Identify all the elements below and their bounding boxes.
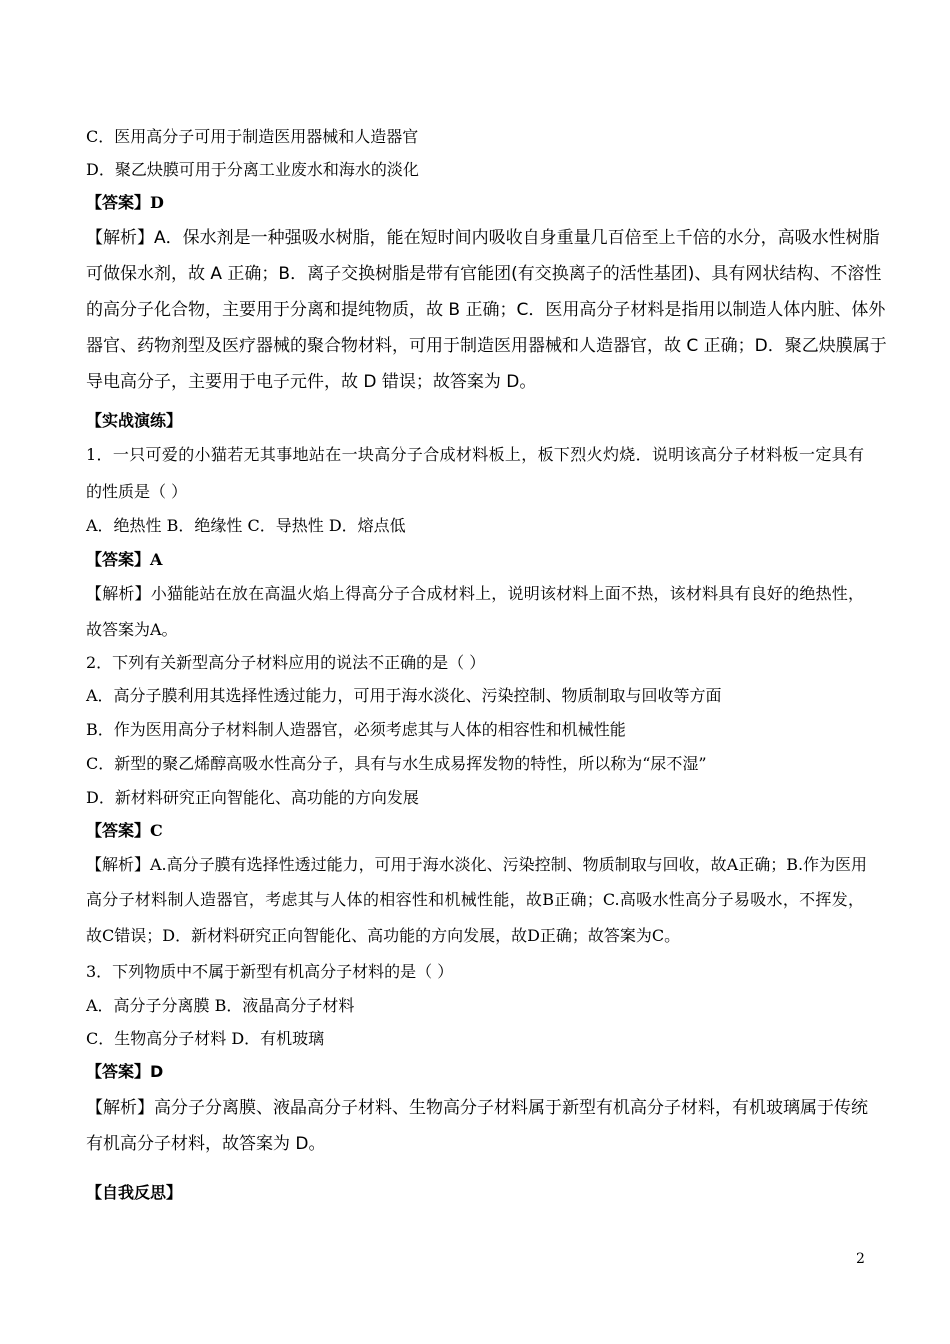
question-option: A．高分子膜利用其选择性透过能力，可用于海水淡化、污染控制、物质制取与回收等方面 xyxy=(86,686,722,705)
analysis-text: 的高分子化合物，主要用于分离和提纯物质，故 B 正确；C．医用高分子材料是指用以制造人体内脏、体外 xyxy=(86,300,886,320)
answer-label: 【答案】D xyxy=(86,193,164,212)
question-option: C．新型的聚乙烯醇高吸水性高分子，具有与水生成易挥发物的特性，所以称为“尿不湿” xyxy=(86,754,707,773)
analysis-text: 导电高分子，主要用于电子元件，故 D 错误；故答案为 D。 xyxy=(86,372,537,392)
analysis-text: 【解析】A．保水剂是一种强吸水树脂，能在短时间内吸收自身重量几百倍至上千倍的水分，高吸水性树脂 xyxy=(86,228,880,248)
option-c: C．医用高分子可用于制造医用器械和人造器官 xyxy=(86,127,419,146)
question-option: D．新材料研究正向智能化、高功能的方向发展 xyxy=(86,788,419,807)
question-text: 3．下列物质中不属于新型有机高分子材料的是（ ） xyxy=(86,962,454,981)
analysis-text: 高分子材料制人造器官，考虑其与人体的相容性和机械性能，故B正确；C.高吸水性高分子易吸水，不挥发， xyxy=(86,890,864,909)
page-number: 2 xyxy=(856,1251,865,1267)
analysis-text: 【解析】A.高分子膜有选择性透过能力，可用于海水淡化、污染控制、物质制取与回收，故A正确；B.作为医用 xyxy=(86,855,868,874)
analysis-text: 【解析】小猫能站在放在高温火焰上得高分子合成材料上，说明该材料上面不热，该材料具有良好的绝热性， xyxy=(86,584,864,603)
option-d: D．聚乙炔膜可用于分离工业废水和海水的淡化 xyxy=(86,160,419,179)
analysis-text: 器官、药物剂型及医疗器械的聚合物材料，可用于制造医用器械和人造器官，故 C 正确；D．聚乙炔膜属于 xyxy=(86,336,887,356)
question-option: C．生物高分子材料 D．有机玻璃 xyxy=(86,1029,325,1048)
question-text: 1．一只可爱的小猫若无其事地站在一块高分子合成材料板上，板下烈火灼烧．说明该高分子材料板一定具有 xyxy=(86,445,864,464)
question-option: A．高分子分离膜 B．液晶高分子材料 xyxy=(86,996,355,1015)
analysis-text: 有机高分子材料，故答案为 D。 xyxy=(86,1134,326,1154)
question-text: 2．下列有关新型高分子材料应用的说法不正确的是（ ） xyxy=(86,653,486,672)
section-heading: 【实战演练】 xyxy=(86,411,183,430)
section-heading: 【自我反思】 xyxy=(86,1183,183,1202)
answer-label: 【答案】A xyxy=(86,550,163,569)
analysis-text: 故答案为A。 xyxy=(86,620,178,639)
question-text: 的性质是（ ） xyxy=(86,482,188,501)
answer-label: 【答案】D xyxy=(86,1062,164,1081)
question-option: B．作为医用高分子材料制人造器官，必须考虑其与人体的相容性和机械性能 xyxy=(86,720,626,739)
answer-label: 【答案】C xyxy=(86,821,163,840)
analysis-text: 故C错误；D．新材料研究正向智能化、高功能的方向发展，故D正确；故答案为C。 xyxy=(86,926,681,945)
analysis-text: 可做保水剂，故 A 正确；B．离子交换树脂是带有官能团(有交换离子的活性基团)、具有网状结构、不溶性 xyxy=(86,264,882,284)
question-options: A．绝热性 B．绝缘性 C．导热性 D．熔点低 xyxy=(86,516,406,535)
analysis-text: 【解析】高分子分离膜、液晶高分子材料、生物高分子材料属于新型有机高分子材料，有机玻璃属于传统 xyxy=(86,1098,868,1118)
